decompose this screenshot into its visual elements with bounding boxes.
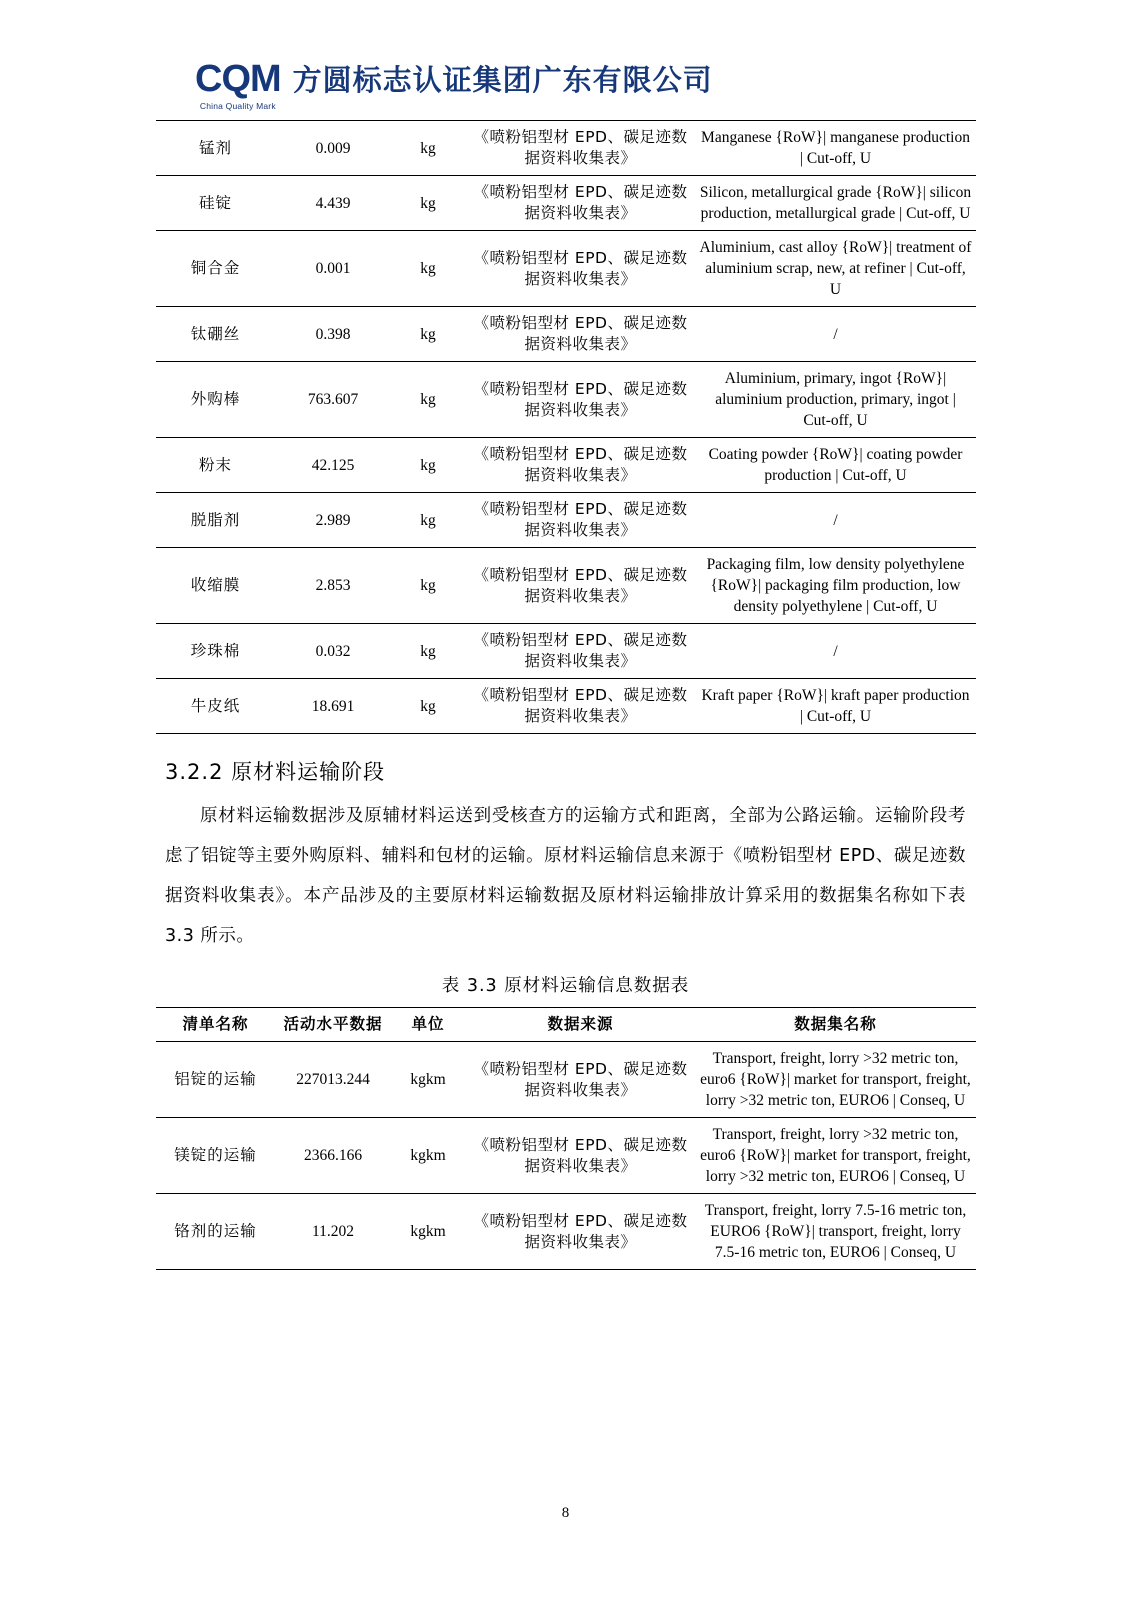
section-paragraph: 原材料运输数据涉及原辅材料运送到受核查方的运输方式和距离，全部为公路运输。运输阶段考虑了铝锭等主要外购原料、辅料和包材的运输。原材料运输信息来源于《喷粉铝型材 EPD、碳足迹数据资料收集表》。本产品涉及的主要原材料运输数据及原材料运输排放计算采用的数据集名称如下表 3.3 所示。 — [165, 806, 966, 946]
material-name: 硅锭 — [156, 176, 276, 231]
material-name: 珍珠棉 — [156, 624, 276, 679]
material-value: 2.853 — [276, 548, 391, 624]
material-value: 763.607 — [276, 362, 391, 438]
material-unit: kg — [391, 548, 466, 624]
material-source: 《喷粉铝型材 EPD、碳足迹数据资料收集表》 — [466, 176, 696, 231]
column-header-unit: 单位 — [391, 1008, 466, 1042]
material-unit: kg — [391, 231, 466, 307]
transport-dataset: Transport, freight, lorry >32 metric ton, euro6 {RoW}| market for transport, freight, lorry >32 metric ton, EURO6 | Conseq, U — [696, 1042, 976, 1118]
material-value: 0.398 — [276, 307, 391, 362]
material-source: 《喷粉铝型材 EPD、碳足迹数据资料收集表》 — [466, 548, 696, 624]
material-unit: kg — [391, 176, 466, 231]
material-dataset: Coating powder {RoW}| coating powder production | Cut-off, U — [696, 438, 976, 493]
material-source: 《喷粉铝型材 EPD、碳足迹数据资料收集表》 — [466, 362, 696, 438]
table-row — [156, 624, 976, 679]
material-name: 外购棒 — [156, 362, 276, 438]
table-row — [156, 231, 976, 307]
table-row — [156, 176, 976, 231]
material-dataset: Kraft paper {RoW}| kraft paper production | Cut-off, U — [696, 679, 976, 734]
column-header-source: 数据来源 — [466, 1008, 696, 1042]
material-name: 脱脂剂 — [156, 493, 276, 548]
material-unit: kg — [391, 121, 466, 176]
material-name: 牛皮纸 — [156, 679, 276, 734]
material-source: 《喷粉铝型材 EPD、碳足迹数据资料收集表》 — [466, 231, 696, 307]
section-heading: 3.2.2 原材料运输阶段 — [165, 760, 386, 784]
material-name: 钛硼丝 — [156, 307, 276, 362]
material-value: 4.439 — [276, 176, 391, 231]
material-source: 《喷粉铝型材 EPD、碳足迹数据资料收集表》 — [466, 679, 696, 734]
transport-value: 11.202 — [276, 1194, 391, 1270]
material-value: 18.691 — [276, 679, 391, 734]
table-row — [156, 1194, 976, 1270]
logo-mark-text: CQM — [195, 57, 281, 100]
material-dataset: Aluminium, cast alloy {RoW}| treatment of aluminium scrap, new, at refiner | Cut-off, U — [696, 231, 976, 307]
table-row — [156, 307, 976, 362]
material-unit: kg — [391, 679, 466, 734]
table-row — [156, 1042, 976, 1118]
material-value: 42.125 — [276, 438, 391, 493]
transport-source: 《喷粉铝型材 EPD、碳足迹数据资料收集表》 — [466, 1194, 696, 1270]
company-logo — [195, 57, 713, 111]
material-unit: kg — [391, 438, 466, 493]
table-row — [156, 493, 976, 548]
material-source: 《喷粉铝型材 EPD、碳足迹数据资料收集表》 — [466, 121, 696, 176]
transport-dataset: Transport, freight, lorry >32 metric ton, euro6 {RoW}| market for transport, freight, lorry >32 metric ton, EURO6 | Conseq, U — [696, 1118, 976, 1194]
material-unit: kg — [391, 307, 466, 362]
material-value: 0.001 — [276, 231, 391, 307]
table-header-row — [156, 1008, 976, 1042]
material-source: 《喷粉铝型材 EPD、碳足迹数据资料收集表》 — [466, 624, 696, 679]
column-header-activity: 活动水平数据 — [276, 1008, 391, 1042]
material-dataset: / — [696, 493, 976, 548]
transport-source: 《喷粉铝型材 EPD、碳足迹数据资料收集表》 — [466, 1042, 696, 1118]
transport-name: 铝锭的运输 — [156, 1042, 276, 1118]
table-row — [156, 362, 976, 438]
transport-source: 《喷粉铝型材 EPD、碳足迹数据资料收集表》 — [466, 1118, 696, 1194]
material-source: 《喷粉铝型材 EPD、碳足迹数据资料收集表》 — [466, 307, 696, 362]
transport-name: 铬剂的运输 — [156, 1194, 276, 1270]
table-row — [156, 1118, 976, 1194]
table-caption: 表 3.3 原材料运输信息数据表 — [441, 976, 690, 996]
cqm-logo-icon — [195, 57, 281, 111]
table-row — [156, 679, 976, 734]
materials-table — [156, 120, 976, 734]
material-dataset: Silicon, metallurgical grade {RoW}| silicon production, metallurgical grade | Cut-off, U — [696, 176, 976, 231]
transport-name: 镁锭的运输 — [156, 1118, 276, 1194]
material-source: 《喷粉铝型材 EPD、碳足迹数据资料收集表》 — [466, 493, 696, 548]
table-row — [156, 548, 976, 624]
material-dataset: / — [696, 624, 976, 679]
transport-table — [156, 1007, 976, 1270]
page-number: 8 — [561, 1505, 570, 1521]
company-name-cn: 方圆标志认证集团广东有限公司 — [292, 62, 713, 97]
transport-dataset: Transport, freight, lorry 7.5-16 metric ton, EURO6 {RoW}| transport, freight, lorry 7.5-16 metric ton, EURO6 | Conseq, U — [696, 1194, 976, 1270]
material-source: 《喷粉铝型材 EPD、碳足迹数据资料收集表》 — [466, 438, 696, 493]
table-row — [156, 121, 976, 176]
material-unit: kg — [391, 493, 466, 548]
material-unit: kg — [391, 362, 466, 438]
material-dataset: Aluminium, primary, ingot {RoW}| aluminium production, primary, ingot | Cut-off, U — [696, 362, 976, 438]
transport-unit: kgkm — [391, 1042, 466, 1118]
column-header-name: 清单名称 — [156, 1008, 276, 1042]
logo-subtitle: China Quality Mark — [199, 100, 276, 111]
material-dataset: Manganese {RoW}| manganese production | Cut-off, U — [696, 121, 976, 176]
material-unit: kg — [391, 624, 466, 679]
page-header — [155, 0, 976, 120]
material-dataset: Packaging film, low density polyethylene {RoW}| packaging film production, low density polyethylene | Cut-off, U — [696, 548, 976, 624]
transport-unit: kgkm — [391, 1194, 466, 1270]
transport-unit: kgkm — [391, 1118, 466, 1194]
transport-value: 2366.166 — [276, 1118, 391, 1194]
material-dataset: / — [696, 307, 976, 362]
transport-value: 227013.244 — [276, 1042, 391, 1118]
material-name: 铜合金 — [156, 231, 276, 307]
column-header-dataset: 数据集名称 — [696, 1008, 976, 1042]
table-row — [156, 438, 976, 493]
material-name: 粉末 — [156, 438, 276, 493]
material-name: 收缩膜 — [156, 548, 276, 624]
material-value: 2.989 — [276, 493, 391, 548]
material-value: 0.009 — [276, 121, 391, 176]
material-value: 0.032 — [276, 624, 391, 679]
material-name: 锰剂 — [156, 121, 276, 176]
